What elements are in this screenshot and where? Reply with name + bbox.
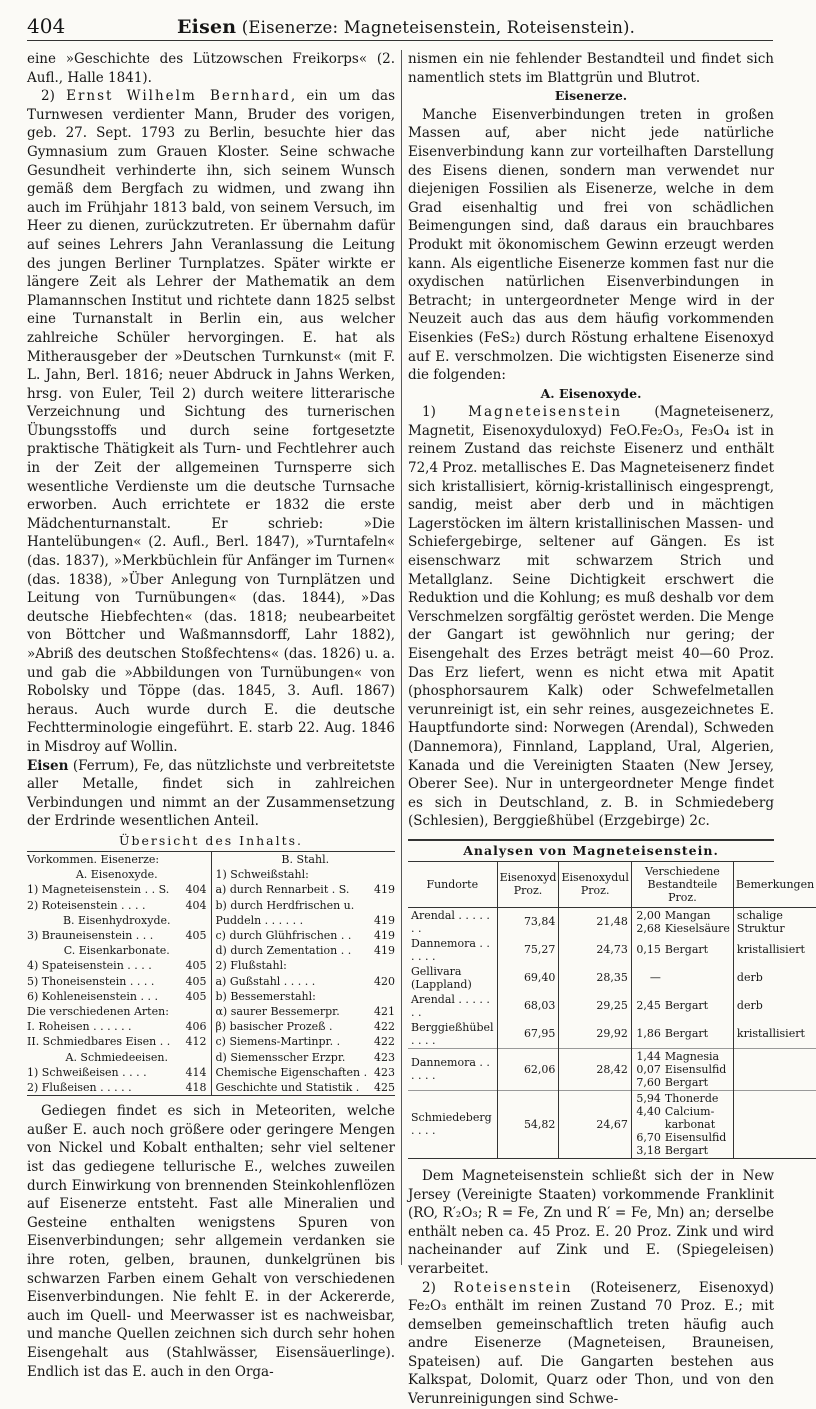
toc-entry-page: 419: [374, 913, 395, 927]
cell-eisenoxydul: 24,67: [559, 1090, 631, 1158]
toc-entry-label: 5) Thoneisenstein . . . .: [27, 974, 155, 988]
toc-entry-page: 405: [185, 959, 207, 973]
toc-group-heading: Die verschiedenen Arten:: [27, 1004, 169, 1018]
toc-entry-label: Puddeln . . . . . .: [215, 913, 304, 927]
toc-entry: [216, 943, 396, 958]
toc-title: Übersicht des Inhalts.: [118, 832, 304, 848]
toc-entry-label: 2) Flußstahl:: [215, 959, 287, 973]
paragraph-organismen: nismen ein nie fehlender Bestandteil und findet sich namentlich stets im Blattgrün und Blutrot.: [408, 51, 774, 86]
analysis-table: [408, 862, 816, 1159]
toc-entry: [216, 1065, 396, 1080]
toc-entry-label: d) durch Zementation . .: [215, 944, 352, 958]
toc-entry-page: 405: [185, 989, 207, 1003]
toc-left-column: [27, 852, 212, 1095]
column-header: Bemerkungen: [733, 862, 816, 908]
paragraph-magneteisenstein: [408, 403, 774, 831]
toc-entry-label: 3) Brauneisenstein . . .: [27, 928, 154, 942]
toc-group-heading: A. Eisenoxyde.: [75, 868, 158, 882]
column-header: Eisenoxyd Proz.: [497, 862, 559, 908]
toc-entry-page: 419: [374, 883, 395, 897]
toc-entry-label: β) basischer Prozeß .: [215, 1020, 333, 1034]
entry-number: 2): [41, 88, 67, 105]
toc-entry: [216, 867, 396, 882]
page-number: 404: [27, 14, 66, 38]
component-value: 7,60: [636, 1075, 661, 1089]
component-label: Bergart: [664, 1075, 709, 1089]
toc-entry-label: a) durch Rennarbeit . S.: [215, 883, 350, 897]
toc-entry-label: d) Siemensscher Erzpr.: [215, 1050, 346, 1064]
toc-entry: [216, 1034, 396, 1049]
toc-entry: [216, 928, 396, 943]
entry-text: , ein um das Turnwesen verdienter Mann, Bruder des vorigen, geb. 27. Sept. 1793 zu Berlin, besuchte hier das Gymnasium zum Grauen Kloster. Seine schwache Gesundheit verhinderte ihn, sich seinem Wunsch gemäß dem Bergfach zu widmen, und zwang ihn auch im Frühjahr 1813 bald, von seinem Versuch, im Heer zu dienen, zurückzutreten. Er übernahm dafür auf seines Lehrers Jahn Veranlassung die Leitung des jungen Berliner Turnplatzes. Später wirkte er längere Zeit als Lehrer der Mathematik an dem Plamannschen Institut und richtete dann 1825 selbst eine Turnanstalt in Berlin ein, aus welcher zahlreiche Schüler hervorgingen. E. hat als Mitherausgeber der »Deutschen Turnkunst« (mit F. L. Jahn, Berl. 1816; neuer Abdruck in Jahns Werken, hrsg. von Euler, Teil 2) durch weitere litterarische Verzeichnung und Sichtung des turnerischen Übungsstoffs und durch seine fortgesetzte praktische Thätigkeit als Turn- und Fechtlehrer auch in der Zeit der allgemeinen Turnsperre sich wesentliche Verdienste um die deutsche Turnsache erworben. Auch errichtete er 1832 die erste Mädchenturnanstalt. Er schrieb: »Die Hantelübungen« (2. Aufl., Berl. 1847), »Turntafeln« (das. 1837), »Merkbüchlein für Anfänger im Turnen« (das. 1838), »Über Anlegung von Turnplätzen und Leitung von Turnübungen« (das. 1844), »Das deutsche Hiebfechten« (das. 1818; neubearbeitet von Böttcher und Waßmannsdorff, Lahr 1882), »Abriß des deutschen Stoßfechtens« (das. 1826) u. a. und gab die »Abbildungen von Turnübungen« von Robolsky und Töppe (das. 1845, 3. Aufl. 1867) heraus. Auch wurde durch E. die deutsche Fechtterminologie eingeführt. E. starb 22. Aug. 1846 in Misdroy auf Wollin.: [27, 88, 395, 755]
component-value: 0,15: [636, 943, 661, 957]
toc-group-heading: A. Schmiedeeisen.: [65, 1050, 168, 1064]
cell-bemerkung: [733, 1090, 816, 1158]
paragraph-eisen-intro: [27, 757, 395, 831]
paragraph-franklinit: Dem Magneteisenstein schließt sich der in New Jersey (Vereinigte Staaten) vorkommende Franklinit (RO, R′₂O₃; R = Fe, Zn und R′ = Fe, Mn) an; derselbe enthält neben ca. 45 Proz. E. 20 Proz. Zink und wird nacheinander auf Zink und E. (Spiegeleisen) verarbeitet.: [408, 1167, 774, 1277]
cell-bemerkung: schalige Struktur: [733, 907, 816, 936]
running-head-title: Eisen: [177, 16, 237, 38]
cell-eisenoxyd: 67,95: [497, 1020, 559, 1049]
component-value: 2,68: [636, 921, 661, 935]
headword-text: (Ferrum), Fe, das nützlichste und verbreitetste aller Metalle, findet sich in zahlreichen Verbindungen und nimmt an der Zusammensetzung der Erdrinde wesentlichen Anteil.: [27, 757, 395, 830]
toc-entry-label: 1) Magneteisenstein . . S.: [27, 883, 170, 897]
entry-text: (Magneteisenerz, Magnetit, Eisenoxyduloxyd) FeO.Fe₂O₃, Fe₃O₄ ist in reinem Zustand das reichste Eisenerz und enthält 72,4 Proz. metallisches E. Das Magneteisenerz findet sich kristallisiert, körnig-kristallinisch eingesprengt, sandig, meist aber derb und in mächtigen Lagerstöcken im ältern kristallinischen Massen- und Schiefergebirge, seltener auf Gängen. Es ist eisenschwarz mit schwarzem Strich und Metallglanz. Seine Dichtigkeit erschwert die Reduktion und die Kohlung; es muß deshalb vor dem Verschmelzen sorgfältig geröstet werden. Die Menge der Gangart ist gewöhnlich nur gering; der Eisengehalt des Erzes beträgt meist 40—60 Proz. Das Erz liefert, wenn es nicht etwa mit Apatit (phosphorsaurem Kalk) oder Schwefelmetallen verunreinigt ist, ein sehr reines, ausgezeichnetes E. Hauptfundorte sind: Norwegen (Arendal), Schweden (Dannemora), Finnland, Lappland, Ural, Algerien, Kanada und die Vereinigten Staaten (New Jersey, Oberer See). Nur in untergeordneter Menge findet es sich in Deutschland, z. B. in Schmiedeberg (Schlesien), Berggießhübel (Erzgebirge) 2c.: [408, 404, 774, 830]
toc-entry-label: 6) Kohleneisenstein . . .: [27, 989, 158, 1003]
toc-entry-label: II. Schmiedbares Eisen . .: [27, 1035, 171, 1049]
entry-number: 1): [422, 404, 469, 421]
component-label: Bergart: [664, 943, 709, 957]
table-row: [408, 1048, 816, 1090]
toc-entry-label: b) durch Herdfrischen u.: [215, 898, 355, 912]
toc-entry-page: 423: [374, 1050, 395, 1064]
table-row: [408, 964, 816, 992]
cell-eisenoxydul: 29,92: [559, 1020, 631, 1049]
component-label: Bergart: [664, 999, 709, 1013]
toc-entry-page: 405: [185, 928, 207, 942]
component-line: [635, 909, 730, 922]
toc-entry-label: Geschichte und Statistik .: [215, 1080, 360, 1094]
toc-entry: [216, 882, 396, 897]
toc-entry-page: 419: [374, 928, 395, 942]
entry-text: (Roteisenerz, Eisenoxyd) Fe₂O₃ enthält im reinen Zustand 70 Proz. E.; mit demselben gemeinschaftlich treten häufig auch andre Eisenerze (Magneteisen, Brauneisen, Spateisen) auf. Die Gangarten bestehen aus Kalkspat, Dolomit, Quarz oder Thon, und von den Verunreinigungen sind Schwe-: [408, 1279, 774, 1408]
component-value: 3,18: [636, 1143, 661, 1157]
toc-group-heading: B. Eisenhydroxyde.: [62, 913, 171, 927]
component-label: Calcium-: [664, 1104, 715, 1118]
component-line: [635, 1144, 730, 1157]
cell-eisenoxydul: 21,48: [559, 907, 631, 936]
table-row: [408, 992, 816, 1020]
table-row: [408, 936, 816, 964]
cell-eisenoxyd: 68,03: [497, 992, 559, 1020]
component-label: Bergart: [664, 1143, 709, 1157]
toc-entry-label: a) Gußstahl . . . . .: [215, 974, 316, 988]
cell-bemerkung: [733, 1048, 816, 1090]
cell-bestandteile: [631, 936, 733, 964]
toc-entry-page: 421: [374, 1004, 395, 1018]
cell-fundort: Arendal . . . . . . .: [408, 907, 497, 936]
component-value: 1,44: [636, 1049, 661, 1063]
toc-entry-page: 422: [374, 1035, 395, 1049]
component-label: Thonerde: [664, 1091, 719, 1105]
toc-entry-page: 405: [185, 974, 207, 988]
component-value: 0,07: [636, 1062, 661, 1076]
toc-entry-label: 4) Spateisenstein . . . .: [27, 959, 152, 973]
running-head: [177, 16, 773, 38]
analysis-table-title: Analysen von Magneteisenstein.: [408, 839, 774, 862]
cell-bestandteile: [631, 1048, 733, 1090]
toc-entry: [27, 1034, 207, 1049]
toc-entry-page: 412: [185, 1035, 207, 1049]
toc-entry-label: 1) Schweißstahl:: [215, 868, 309, 882]
cell-bestandteile: [631, 907, 733, 936]
component-label: Kieselsäure: [664, 921, 730, 935]
toc-entry-label: Chemische Eigenschaften .: [215, 1065, 368, 1079]
component-value: 5,94: [636, 1091, 661, 1105]
toc-entry-page: 418: [185, 1080, 207, 1094]
component-value: 2,45: [636, 999, 661, 1013]
section-heading-eisenerze: Eisenerze.: [554, 88, 628, 104]
running-head-subtitle: (Eisenerze: Magneteisenstein, Roteisenstein).: [241, 18, 636, 37]
paragraph-roteisenstein: [408, 1279, 774, 1409]
toc-entry: [216, 1050, 396, 1065]
toc-entry: [216, 1080, 396, 1095]
cell-eisenoxyd: 75,27: [497, 936, 559, 964]
toc-entry-page: 420: [374, 974, 395, 988]
component-label: karbonat: [664, 1117, 716, 1131]
toc-entry-page: 404: [185, 883, 207, 897]
table-header-row: [408, 862, 816, 908]
toc-entry: [27, 928, 207, 943]
cell-fundort: Dannemora . . . . . .: [411, 936, 490, 963]
section-heading-eisenoxyde: A. Eisenoxyde.: [540, 385, 642, 401]
cell-bemerkung: kristallisiert: [733, 1020, 816, 1049]
column-header: Eisenoxydul Proz.: [559, 862, 631, 908]
entry-number: 2): [422, 1279, 454, 1296]
cell-bemerkung: derb: [733, 964, 816, 992]
cell-eisenoxydul: 28,35: [559, 964, 631, 992]
toc-entry-page: 425: [374, 1080, 395, 1094]
toc-entry-page: 422: [374, 1020, 395, 1034]
table-of-contents: [27, 851, 395, 1096]
component-line: [635, 1050, 730, 1063]
toc-entry-label: I. Roheisen . . . . . .: [27, 1020, 132, 1034]
toc-entry: [27, 1080, 207, 1095]
table-row: [408, 1090, 816, 1158]
component-value: 1,86: [636, 1027, 661, 1041]
toc-entry-label: 2) Roteisenstein . . . .: [27, 898, 146, 912]
entry-name: Ernst Wilhelm Bernhard: [66, 88, 291, 105]
cell-eisenoxydul: 24,73: [559, 936, 631, 964]
toc-entry-page: 406: [185, 1020, 207, 1034]
toc-entry: [216, 913, 396, 928]
toc-entry-page: 414: [185, 1065, 207, 1079]
toc-entry: [216, 898, 396, 913]
toc-entry: [216, 1004, 396, 1019]
cell-fundort: Berggießhübel . . . .: [411, 1020, 494, 1047]
cell-bestandteile: [631, 1020, 733, 1049]
component-value: 4,40: [636, 1104, 661, 1118]
toc-entry: [216, 974, 396, 989]
right-column: [408, 50, 815, 1409]
component-value: 6,70: [636, 1130, 661, 1144]
page-header: [27, 10, 773, 41]
toc-entry: [216, 958, 396, 973]
component-line: [635, 1076, 730, 1089]
cell-fundort: Schmiedeberg . . . .: [408, 1090, 497, 1158]
analysis-table-body: [408, 907, 816, 1158]
toc-entry-label: 1) Schweißeisen . . . .: [27, 1065, 147, 1079]
paragraph-eisenerze: Manche Eisenverbindungen treten in großen Massen auf, aber nicht jede natürliche Eisenverbindung kann zur vorteilhaften Darstellung des Eisens dienen, sondern man verwendet nur diejenigen Fossilien als Eisenerze, welche in dem Grad eisenhaltig und frei von schädlichen Beimengungen sind, daß daraus ein brauchbares Produkt mit ökonomischem Gewinn erzeugt werden kann. Als eigentliche Eisenerze kommen fast nur die oxydischen natürlichen Eisenverbindungen in Betracht; in untergeordneter Menge wird in der Neuzeit auch das aus dem häufig vorkommenden Eisenkies (FeS₂) durch Röstung erhaltene Eisenoxyd auf E. verschmolzen. Die wichtigsten Eisenerze sind die folgenden:: [408, 106, 774, 384]
toc-entry-page: 423: [374, 1065, 395, 1079]
table-row: [408, 1020, 816, 1049]
component-value: —: [649, 971, 661, 985]
component-line: [635, 922, 730, 935]
cell-eisenoxyd: 73,84: [497, 907, 559, 936]
cell-fundort: Arendal . . . . . . .: [411, 992, 490, 1019]
component-label: Bergart: [664, 1027, 709, 1041]
toc-group-heading: B. Stahl.: [281, 852, 330, 866]
headword-eisen: Eisen: [27, 757, 69, 774]
toc-entry: [27, 974, 207, 989]
paragraph-eiselen-bernhard: [27, 87, 395, 756]
component-line: [635, 943, 730, 956]
cell-bestandteile: [631, 1090, 733, 1158]
toc-entry: [216, 989, 396, 1004]
component-line: [635, 1027, 730, 1040]
cell-eisenoxyd: 62,06: [497, 1048, 559, 1090]
component-line: [635, 971, 730, 984]
component-label: Mangan: [664, 908, 711, 922]
toc-entry: [27, 989, 207, 1004]
component-label: Eisensulfid: [664, 1130, 727, 1144]
toc-entry-label: α) saurer Bessemerpr.: [215, 1004, 340, 1018]
cell-bestandteile: [631, 964, 733, 992]
toc-group-heading: C. Eisenkarbonate.: [63, 944, 170, 958]
toc-entry: [27, 1065, 207, 1080]
toc-entry: [27, 882, 207, 897]
toc-entry-label: c) Siemens-Martinpr. .: [215, 1035, 341, 1049]
component-line: [635, 999, 730, 1012]
cell-eisenoxyd: 69,40: [497, 964, 559, 992]
component-line: [635, 1063, 730, 1076]
component-line: [635, 1092, 730, 1105]
cell-bestandteile: [631, 992, 733, 1020]
cell-bemerkung: derb: [733, 992, 816, 1020]
toc-group-heading: Vorkommen. Eisenerze:: [27, 852, 160, 866]
paragraph-vorkommen: Gediegen findet es sich in Meteoriten, welche außer E. auch noch größere oder geringere Mengen von Nickel und Kobalt enthalten; sehr viel seltener ist das gediegene tellurische E., welches zuweilen durch Einwirkung von brennenden Steinkohlenflözen auf Eisenerze entsteht. Fast alle Mineralien und Gesteine enthalten wenigstens Spuren von Eisenverbindungen; sehr allgemein verdanken sie ihre roten, gelben, braunen, dunkelgrünen bis schwarzen Farben einem Gehalt von verschiedenen Eisenverbindungen. Nie fehlt E. in der Ackererde, auch im Quell- und Meerwasser ist es nachweisbar, und manche Quellen zeichnen sich durch sehr hohen Eisengehalt aus (Stahlwässer, Eisensäuerlinge). Endlich ist das E. auch in den Orga-: [27, 1103, 395, 1380]
entry-name: Roteisenstein: [453, 1279, 573, 1296]
cell-fundort: Gellivara (Lappland): [411, 964, 472, 991]
toc-entry: [216, 1019, 396, 1034]
cell-eisenoxydul: 28,42: [559, 1048, 631, 1090]
component-line: [635, 1118, 730, 1131]
component-value: [635, 1118, 661, 1131]
toc-entry-label: b) Bessemerstahl:: [215, 989, 316, 1003]
table-row: [408, 907, 816, 936]
left-column: [27, 50, 395, 1381]
column-header: Verschiedene Bestandteile Proz.: [631, 862, 733, 908]
component-label: Eisensulfid: [664, 1062, 727, 1076]
column-header: Fundorte: [408, 862, 497, 908]
toc-entry: [27, 1019, 207, 1034]
toc-entry-page: 419: [374, 944, 395, 958]
cell-eisenoxyd: 54,82: [497, 1090, 559, 1158]
column-divider: [401, 50, 402, 1265]
entry-name: Magneteisenstein: [468, 404, 623, 421]
toc-entry-label: c) durch Glühfrischen . .: [215, 928, 352, 942]
toc-entry-page: 404: [185, 898, 207, 912]
paragraph-lützow: eine »Geschichte des Lützowschen Freikorps« (2. Aufl., Halle 1841).: [27, 51, 395, 86]
component-value: 2,00: [636, 908, 661, 922]
cell-eisenoxydul: 29,25: [559, 992, 631, 1020]
toc-entry: [27, 958, 207, 973]
component-line: [635, 1105, 730, 1118]
cell-bemerkung: kristallisiert: [733, 936, 816, 964]
component-label: Magnesia: [664, 1049, 720, 1063]
toc-right-column: [212, 852, 396, 1095]
toc-entry-label: 2) Flußeisen . . . . .: [27, 1080, 132, 1094]
toc-entry: [27, 898, 207, 913]
component-line: [635, 1131, 730, 1144]
cell-fundort: Dannemora . . . . . .: [408, 1048, 497, 1090]
